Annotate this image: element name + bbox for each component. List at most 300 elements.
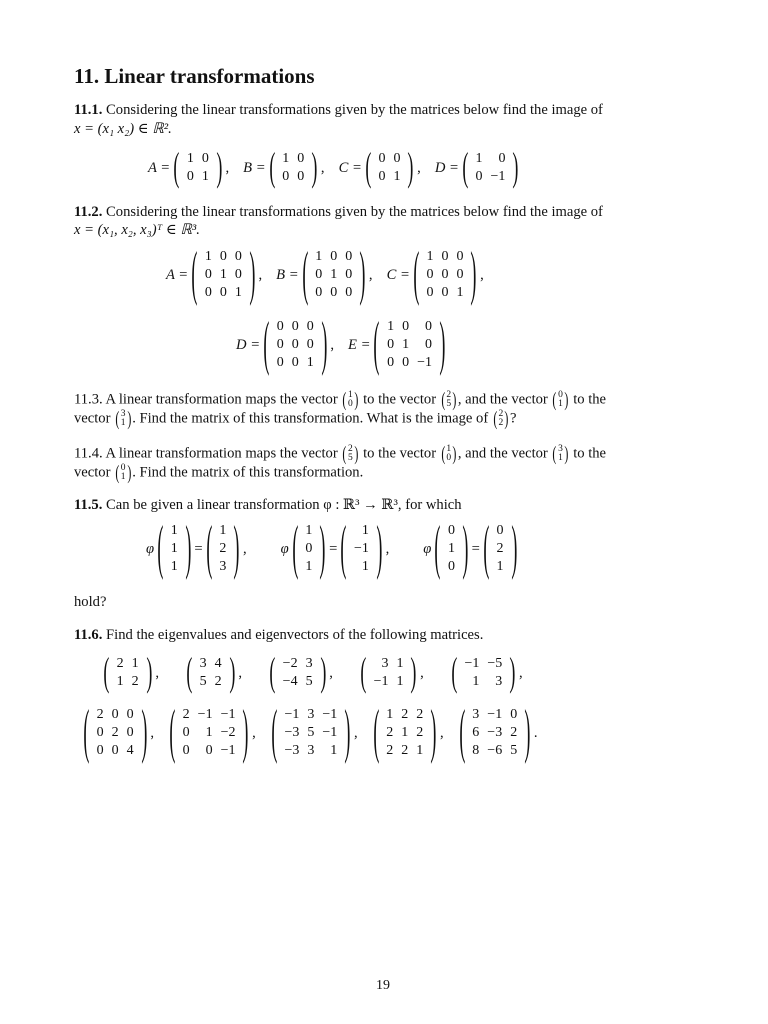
matrix — [431, 516, 471, 582]
eigen-matrix — [268, 700, 358, 766]
matrix-entry: 1 — [315, 249, 323, 264]
matrix — [362, 146, 417, 190]
left-paren: ( — [301, 242, 308, 308]
matrix-entry: 3 — [305, 656, 313, 671]
eigen-matrix — [448, 651, 523, 695]
right-paren: ) — [462, 516, 469, 582]
matrix-entry: 1 — [361, 559, 369, 574]
right-paren: ) — [233, 516, 240, 582]
problem-text: ? — [509, 410, 517, 427]
matrix-name: D = — [236, 336, 261, 353]
right-paren: ) — [311, 146, 318, 190]
matrix-entry: 1 — [401, 725, 409, 740]
problem-11-3-line1 — [74, 390, 606, 410]
right-paren: ) — [512, 146, 519, 190]
matrix-entry: −1 — [220, 743, 236, 758]
matrix-entry: −1 — [220, 707, 236, 722]
problem-11-6-row2 — [80, 700, 538, 766]
eigen-matrix — [166, 700, 256, 766]
matrix-entry: 0 — [496, 523, 504, 538]
vector: ( 3 1 ) — [115, 408, 131, 430]
matrix-entry: 0 — [204, 267, 212, 282]
matrix-entry: 1 — [393, 169, 401, 184]
matrix — [188, 242, 258, 308]
separator: , — [480, 266, 484, 283]
problem-text: to the vector — [363, 445, 437, 462]
problem-text: . Find the matrix of this transformation. — [132, 464, 364, 481]
matrix-entry: 0 — [306, 319, 314, 334]
matrix-entry: 0 — [402, 355, 410, 370]
left-paren: ( — [173, 146, 180, 190]
matrix — [166, 700, 252, 766]
matrix-entry: 3 — [307, 707, 315, 722]
matrix-D — [236, 312, 335, 378]
matrix-entry: 0 — [291, 355, 299, 370]
matrix — [260, 312, 330, 378]
matrix-B — [276, 242, 373, 308]
equals: = — [329, 540, 338, 557]
matrix-entry: 1 — [201, 169, 209, 184]
matrix — [154, 516, 194, 582]
problem-text: , and the vector — [457, 445, 548, 462]
problem-11-3-line2 — [74, 409, 516, 429]
problem-text: Can be given a linear transformation φ : ℝ³ → ℝ³, for which — [106, 497, 462, 513]
problem-11-6-line1 — [74, 626, 483, 645]
problem-number: 11.1. — [74, 102, 103, 118]
phi-mapping — [423, 516, 520, 582]
matrix-entry: 2 — [401, 707, 409, 722]
matrix-entry: 0 — [425, 319, 433, 334]
matrix-entry: 2 — [386, 743, 394, 758]
problem-text: . Find the matrix of this transformation. What is the image of — [132, 410, 489, 427]
matrix-entry: 0 — [297, 151, 305, 166]
matrix-entry: 0 — [441, 267, 449, 282]
problem-11-2-matrices-row1 — [166, 242, 484, 308]
matrix-entry: −2 — [220, 725, 236, 740]
equals: = — [471, 540, 480, 557]
right-paren: ) — [319, 651, 326, 695]
left-paren: ( — [373, 312, 380, 378]
matrix-entry: 0 — [330, 249, 338, 264]
left-paren: ( — [434, 516, 441, 582]
matrix-entry: 1 — [170, 559, 178, 574]
matrix-A — [148, 146, 230, 190]
left-paren: ( — [271, 700, 278, 766]
matrix-entry: 0 — [205, 743, 213, 758]
matrix-entry: 1 — [234, 285, 242, 300]
vector: ( 1 0 ) — [441, 443, 457, 465]
left-paren: ( — [451, 651, 458, 695]
right-paren: ) — [410, 651, 417, 695]
vector: ( 3 1 ) — [552, 443, 569, 465]
matrix-entry: 0 — [441, 249, 449, 264]
matrix-entry: 6 — [472, 725, 480, 740]
matrix-entry: −6 — [487, 743, 503, 758]
matrix-entry: 2 — [182, 707, 190, 722]
matrix-entry: −1 — [464, 656, 480, 671]
vector: ( 2 2 ) — [493, 408, 509, 430]
matrix-entry: 5 — [307, 725, 315, 740]
matrix-entry: 0 — [305, 541, 313, 556]
matrix-C — [338, 146, 421, 190]
matrix-entry: 2 — [416, 725, 424, 740]
matrix-entry: 0 — [234, 249, 242, 264]
right-paren: ) — [185, 516, 192, 582]
matrix-entry: 2 — [401, 743, 409, 758]
matrix-entry: 1 — [306, 355, 314, 370]
separator: , — [320, 159, 325, 176]
matrix — [170, 146, 225, 190]
matrix-entry: 0 — [306, 337, 314, 352]
matrix-entry: 1 — [456, 285, 464, 300]
matrix-entry: 2 — [416, 707, 424, 722]
matrix-entry: 0 — [330, 285, 338, 300]
matrix-entry: 1 — [170, 523, 178, 538]
matrix-entry: 4 — [126, 743, 134, 758]
matrix-entry: 5 — [199, 674, 207, 689]
separator: , — [150, 724, 154, 741]
left-paren: ( — [191, 242, 198, 308]
matrix-entry: 0 — [282, 169, 290, 184]
matrix-entry: 0 — [219, 249, 227, 264]
matrix-entry: 2 — [496, 541, 504, 556]
matrix-entry: 0 — [201, 151, 209, 166]
matrix-entry: 3 — [307, 743, 315, 758]
matrix-entry: 2 — [116, 656, 124, 671]
matrix-entry: 3 — [472, 707, 480, 722]
matrix-entry: 1 — [475, 151, 483, 166]
matrix-entry: −4 — [282, 674, 298, 689]
matrix-entry: −1 — [322, 707, 338, 722]
matrix-entry: 0 — [182, 743, 190, 758]
matrix-entry: −1 — [353, 541, 369, 556]
matrix-entry: 0 — [234, 267, 242, 282]
matrix-entry: 0 — [510, 707, 518, 722]
right-paren: ) — [524, 700, 531, 766]
separator: , — [243, 540, 247, 557]
separator: . — [533, 724, 538, 741]
matrix-entry: 0 — [441, 285, 449, 300]
matrix-entry: 0 — [276, 355, 284, 370]
vector: ( 2 5 ) — [342, 443, 359, 465]
right-paren: ) — [146, 651, 153, 695]
vector: ( 2 5 ) — [441, 389, 457, 411]
problem-11-5-tail: hold? — [74, 594, 107, 610]
matrix-entry: 2 — [386, 725, 394, 740]
matrix-entry: 0 — [186, 169, 194, 184]
matrix-name: C = — [338, 159, 362, 176]
left-paren: ( — [103, 651, 110, 695]
matrix — [268, 700, 354, 766]
matrix-entry: −1 — [490, 169, 506, 184]
matrix-entry: 2 — [219, 541, 227, 556]
left-paren: ( — [269, 651, 276, 695]
right-paren: ) — [242, 700, 249, 766]
matrix-entry: 0 — [498, 151, 506, 166]
matrix-entry: 0 — [291, 319, 299, 334]
left-paren: ( — [413, 242, 420, 308]
right-paren: ) — [510, 516, 517, 582]
problem-number: 11.4. — [74, 445, 103, 462]
left-paren: ( — [263, 312, 270, 378]
matrix-entry: 0 — [126, 725, 134, 740]
right-paren: ) — [359, 242, 366, 308]
matrix-entry: 0 — [378, 151, 386, 166]
matrix-entry: 1 — [282, 151, 290, 166]
matrix-A — [166, 242, 263, 308]
left-paren: ( — [205, 516, 212, 582]
matrix-entry: −5 — [487, 656, 503, 671]
eigen-matrix — [456, 700, 538, 766]
left-paren: ( — [458, 700, 465, 766]
right-paren: ) — [321, 312, 328, 378]
matrix-entry: 1 — [386, 707, 394, 722]
left-paren: ( — [365, 146, 372, 190]
matrix-entry: 2 — [510, 725, 518, 740]
right-paren: ) — [376, 516, 383, 582]
matrix-entry: 0 — [393, 151, 401, 166]
problem-11-4-line2 — [74, 463, 363, 483]
right-paren: ) — [430, 700, 437, 766]
problem-number: 11.6. — [74, 627, 103, 643]
matrix-entry: 2 — [96, 707, 104, 722]
problem-text: A linear transformation maps the vector — [105, 445, 338, 462]
problem-11-6-row1 — [100, 651, 523, 695]
problem-11-4-line1 — [74, 444, 606, 464]
matrix — [456, 700, 534, 766]
vector: ( 1 0 ) — [342, 389, 359, 411]
problem-number: 11.3. — [74, 391, 103, 408]
problem-number: 11.5. — [74, 497, 103, 513]
matrix-entry: 1 — [402, 337, 410, 352]
eigen-matrix — [266, 651, 333, 695]
matrix-entry: 1 — [387, 319, 395, 334]
eigen-matrix — [100, 651, 159, 695]
matrix-entry: 0 — [447, 523, 455, 538]
separator: , — [330, 336, 335, 353]
matrix-entry: 1 — [396, 674, 404, 689]
problem-11-2-line2: x = (x₁, x₂, x₃)ᵀ ∈ ℝ³. — [74, 222, 200, 238]
matrix-entry: −1 — [197, 707, 213, 722]
problem-11-1-line2: x = (x₁ x₂) ∈ ℝ². — [74, 121, 172, 137]
matrix-entry: 0 — [475, 169, 483, 184]
separator: , — [439, 724, 444, 741]
matrix-entry: 0 — [345, 267, 353, 282]
right-paren: ) — [344, 700, 351, 766]
separator: , — [155, 664, 159, 681]
matrix-entry: 0 — [182, 725, 190, 740]
matrix — [266, 146, 321, 190]
matrix-entry: 0 — [387, 337, 395, 352]
matrix-entry: 4 — [214, 656, 222, 671]
vector: ( 0 1 ) — [115, 462, 131, 484]
matrix — [480, 516, 520, 582]
problem-text: vector — [74, 410, 111, 427]
matrix-entry: 5 — [510, 743, 518, 758]
right-paren: ) — [407, 146, 414, 190]
matrix-entry: 0 — [96, 743, 104, 758]
matrix-entry: −1 — [284, 707, 300, 722]
phi-symbol: φ — [423, 540, 432, 557]
matrix — [100, 651, 155, 695]
matrix-name: A = — [166, 266, 189, 283]
left-paren: ( — [372, 700, 379, 766]
matrix — [337, 516, 385, 582]
matrix-entry: 8 — [472, 743, 480, 758]
matrix-E — [348, 312, 449, 378]
matrix-entry: 1 — [447, 541, 455, 556]
left-paren: ( — [292, 516, 299, 582]
separator: , — [353, 724, 358, 741]
left-paren: ( — [157, 516, 164, 582]
matrix-entry: 2 — [214, 674, 222, 689]
matrix-entry: 0 — [291, 337, 299, 352]
matrix-entry: 0 — [387, 355, 395, 370]
matrix-entry: 3 — [219, 559, 227, 574]
separator: , — [385, 540, 390, 557]
matrix-C — [386, 242, 484, 308]
vector: ( 0 1 ) — [552, 389, 569, 411]
phi-mapping — [146, 516, 247, 582]
matrix — [299, 242, 369, 308]
problem-number: 11.2. — [74, 204, 103, 220]
left-paren: ( — [268, 146, 275, 190]
matrix-entry: 0 — [219, 285, 227, 300]
eigen-matrix — [80, 700, 154, 766]
phi-mapping — [280, 516, 390, 582]
equals: = — [194, 540, 203, 557]
matrix-entry: 0 — [315, 285, 323, 300]
matrix-entry: 0 — [276, 319, 284, 334]
matrix-entry: −1 — [417, 355, 433, 370]
problem-11-5-line1 — [74, 496, 462, 515]
matrix-entry: 1 — [330, 267, 338, 282]
right-paren: ) — [439, 312, 446, 378]
matrix-name: C = — [386, 266, 410, 283]
matrix-entry: 1 — [186, 151, 194, 166]
matrix — [203, 516, 243, 582]
eigen-matrix — [183, 651, 242, 695]
matrix-entry: 1 — [205, 725, 213, 740]
matrix-entry: 0 — [447, 559, 455, 574]
problem-11-1-line1 — [74, 101, 603, 120]
matrix-entry: −1 — [322, 725, 338, 740]
matrix — [183, 651, 238, 695]
problem-text: to the — [573, 391, 607, 408]
matrix — [80, 700, 150, 766]
separator: , — [258, 266, 263, 283]
separator: , — [238, 664, 242, 681]
separator: , — [518, 664, 523, 681]
left-paren: ( — [83, 700, 90, 766]
matrix — [370, 312, 448, 378]
matrix-entry: 1 — [305, 523, 313, 538]
right-paren: ) — [141, 700, 148, 766]
matrix-entry: 1 — [426, 249, 434, 264]
matrix-entry: 0 — [456, 249, 464, 264]
problem-text: Find the eigenvalues and eigenvectors of the following matrices. — [106, 627, 484, 643]
matrix-entry: 1 — [416, 743, 424, 758]
matrix-entry: 1 — [131, 656, 139, 671]
matrix-entry: −2 — [282, 656, 298, 671]
matrix-entry: 2 — [131, 674, 139, 689]
problem-text: Considering the linear transformations given by the matrices below find the image of — [106, 204, 603, 220]
matrix-entry: 1 — [305, 559, 313, 574]
matrix-name: D = — [434, 159, 459, 176]
matrix-entry: 0 — [456, 267, 464, 282]
eigen-matrix — [357, 651, 424, 695]
matrix-entry: 0 — [276, 337, 284, 352]
matrix-name: B = — [276, 266, 299, 283]
matrix-entry: −1 — [487, 707, 503, 722]
right-paren: ) — [216, 146, 223, 190]
matrix-D — [434, 146, 522, 190]
right-paren: ) — [249, 242, 256, 308]
matrix-entry: −3 — [487, 725, 503, 740]
matrix — [266, 651, 329, 695]
right-paren: ) — [509, 651, 516, 695]
phi-symbol: φ — [146, 540, 155, 557]
section-heading: 11. Linear transformations — [74, 64, 315, 88]
problem-11-5-maps — [146, 516, 520, 582]
matrix-entry: 0 — [402, 319, 410, 334]
matrix-entry: −3 — [284, 725, 300, 740]
problem-text: to the vector — [363, 391, 437, 408]
matrix-entry: 0 — [378, 169, 386, 184]
matrix-entry: 1 — [496, 559, 504, 574]
matrix-entry: 3 — [199, 656, 207, 671]
matrix-entry: 1 — [219, 523, 227, 538]
matrix-name: B = — [243, 159, 266, 176]
matrix — [370, 700, 440, 766]
matrix-B — [243, 146, 325, 190]
matrix-entry: 0 — [204, 285, 212, 300]
separator: , — [225, 159, 230, 176]
matrix-entry: 0 — [425, 337, 433, 352]
matrix-entry: 1 — [472, 674, 480, 689]
matrix-entry: 5 — [305, 674, 313, 689]
left-paren: ( — [462, 146, 469, 190]
matrix-entry: 0 — [426, 285, 434, 300]
matrix — [410, 242, 480, 308]
left-paren: ( — [483, 516, 490, 582]
matrix-entry: 1 — [396, 656, 404, 671]
right-paren: ) — [319, 516, 326, 582]
right-paren: ) — [229, 651, 236, 695]
left-paren: ( — [169, 700, 176, 766]
problem-11-2-line1 — [74, 203, 603, 222]
left-paren: ( — [186, 651, 193, 695]
problem-text: , and the vector — [457, 391, 548, 408]
matrix — [448, 651, 519, 695]
matrix-entry: 0 — [426, 267, 434, 282]
separator: , — [329, 664, 333, 681]
problem-text: A linear transformation maps the vector — [105, 391, 338, 408]
matrix-entry: 1 — [219, 267, 227, 282]
separator: , — [368, 266, 373, 283]
left-paren: ( — [360, 651, 367, 695]
matrix-entry: −3 — [284, 743, 300, 758]
problem-text: to the — [573, 445, 607, 462]
matrix-name: E = — [348, 336, 371, 353]
page-number: 19 — [376, 978, 390, 993]
matrix-entry: 0 — [297, 169, 305, 184]
problem-11-2-matrices-row2 — [236, 312, 449, 378]
matrix-entry: 0 — [345, 285, 353, 300]
matrix-entry: 0 — [315, 267, 323, 282]
matrix-name: A = — [148, 159, 171, 176]
separator: , — [252, 724, 256, 741]
